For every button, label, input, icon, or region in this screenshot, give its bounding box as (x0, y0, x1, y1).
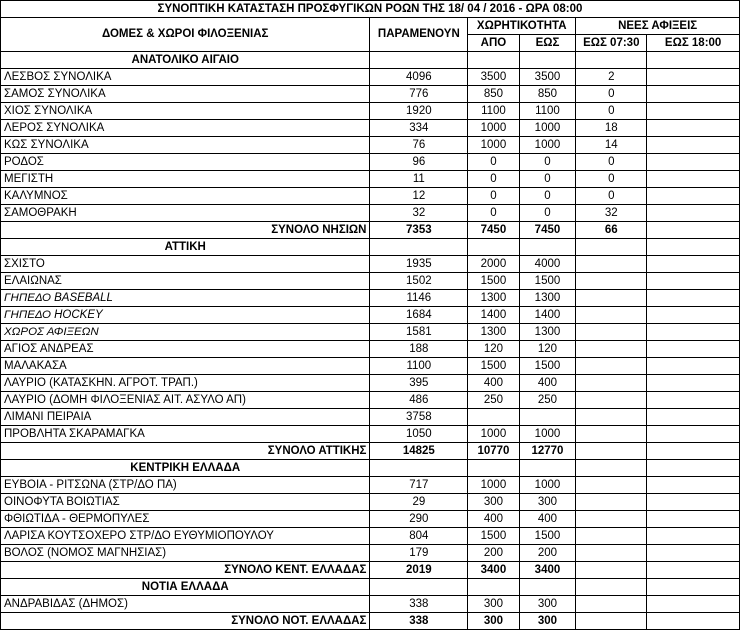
empty-cell (468, 460, 519, 477)
arrivals-1800-value (647, 290, 740, 307)
arrivals-0730-value: 0 (576, 188, 647, 205)
capacity-to-value: 400 (519, 511, 576, 528)
capacity-to-value: 0 (519, 154, 576, 171)
total-remaining: 338 (370, 613, 468, 630)
arrivals-0730-value (576, 290, 647, 307)
capacity-from-value: 1400 (468, 307, 519, 324)
table-row (1, 375, 740, 392)
facility-name: ΦΘΙΩΤΙΔΑ - ΘΕΡΜΟΠΥΛΕΣ (1, 511, 370, 528)
capacity-from-value (468, 409, 519, 426)
arrivals-1800-value (647, 154, 740, 171)
empty-cell (519, 460, 576, 477)
arrivals-1800-value (647, 392, 740, 409)
table-row (1, 528, 740, 545)
capacity-from-value: 250 (468, 392, 519, 409)
facility-name: ΠΡΟΒΛΗΤΑ ΣΚΑΡΑΜΑΓΚΑ (1, 426, 370, 443)
arrivals-0730-value (576, 528, 647, 545)
facility-name: ΟΙΝΟΦΥΤΑ ΒΟΙΩΤΙΑΣ (1, 494, 370, 511)
total-capacity-to: 3400 (519, 562, 576, 579)
remaining-value: 1502 (370, 273, 468, 290)
total-remaining: 14825 (370, 443, 468, 460)
facility-name: ΛΑΡΙΣΑ ΚΟΥΤΣΟΧΕΡΟ ΣΤΡ/ΔΟ ΕΥΘΥΜΙΟΠΟΥΛΟΥ (1, 528, 370, 545)
capacity-from-value: 850 (468, 86, 519, 103)
header-row-1 (1, 18, 740, 35)
arrivals-0730-value (576, 307, 647, 324)
table-row (1, 545, 740, 562)
arrivals-1800-value (647, 494, 740, 511)
facility-name: ΣΑΜΟΣ ΣΥΝΟΛΙΚΑ (1, 86, 370, 103)
arrivals-0730-value (576, 545, 647, 562)
facility-name: ΛΕΡΟΣ ΣΥΝΟΛΙΚΑ (1, 120, 370, 137)
remaining-value: 290 (370, 511, 468, 528)
total-remaining: 2019 (370, 562, 468, 579)
empty-cell (576, 239, 647, 256)
arrivals-1800-value (647, 477, 740, 494)
arrivals-1800-value (647, 103, 740, 120)
arrivals-0730-value: 0 (576, 103, 647, 120)
table-row (1, 392, 740, 409)
empty-cell (647, 52, 740, 69)
facility-name: ΧΩΡΟΣ ΑΦΙΞΕΩΝ (1, 324, 370, 341)
arrivals-1800-value (647, 171, 740, 188)
facility-name: ΚΑΛΥΜΝΟΣ (1, 188, 370, 205)
header-arrivals-1800: ΕΩΣ 18:00 (647, 35, 740, 52)
arrivals-0730-value (576, 477, 647, 494)
table-row (1, 307, 740, 324)
arrivals-1800-value (647, 205, 740, 222)
arrivals-1800-value (647, 137, 740, 154)
arrivals-1800-value (647, 324, 740, 341)
region-title: ΑΝΑΤΟΛΙΚΟ ΑΙΓΑΙΟ (1, 52, 370, 69)
capacity-to-value: 1400 (519, 307, 576, 324)
table-body (1, 52, 740, 630)
table-row (1, 171, 740, 188)
table-row (1, 290, 740, 307)
empty-cell (576, 52, 647, 69)
total-arrivals-1800 (647, 222, 740, 239)
total-arrivals-0730 (576, 613, 647, 630)
total-capacity-to: 12770 (519, 443, 576, 460)
remaining-value: 334 (370, 120, 468, 137)
capacity-to-value: 0 (519, 188, 576, 205)
region-title: ΚΕΝΤΡΙΚΗ ΕΛΛΑΔΑ (1, 460, 370, 477)
capacity-from-value: 1500 (468, 528, 519, 545)
facility-name: ΜΑΛΑΚΑΣΑ (1, 358, 370, 375)
arrivals-0730-value: 2 (576, 69, 647, 86)
remaining-value: 1581 (370, 324, 468, 341)
arrivals-0730-value (576, 494, 647, 511)
capacity-to-value: 400 (519, 375, 576, 392)
arrivals-0730-value (576, 426, 647, 443)
arrivals-0730-value (576, 341, 647, 358)
capacity-from-value: 0 (468, 171, 519, 188)
capacity-from-value: 1000 (468, 137, 519, 154)
facility-name: ΕΥΒΟΙΑ - ΡΙΤΣΩΝΑ (ΣΤΡ/ΔΟ ΠΑ) (1, 477, 370, 494)
table-row (1, 409, 740, 426)
region-row (1, 579, 740, 596)
facility-name: ΣΑΜΟΘΡΑΚΗ (1, 205, 370, 222)
capacity-to-value: 120 (519, 341, 576, 358)
facility-name: ΛΙΜΑΝΙ ΠΕΙΡΑΙΑ (1, 409, 370, 426)
remaining-value: 12 (370, 188, 468, 205)
table-row (1, 596, 740, 613)
total-capacity-from: 7450 (468, 222, 519, 239)
capacity-from-value: 1500 (468, 358, 519, 375)
arrivals-1800-value (647, 307, 740, 324)
capacity-from-value: 0 (468, 154, 519, 171)
capacity-from-value: 300 (468, 596, 519, 613)
total-capacity-from: 10770 (468, 443, 519, 460)
table-row (1, 103, 740, 120)
empty-cell (576, 460, 647, 477)
region-row (1, 460, 740, 477)
capacity-to-value (519, 409, 576, 426)
empty-cell (468, 239, 519, 256)
table-row (1, 137, 740, 154)
total-row (1, 562, 740, 579)
total-label: ΣΥΝΟΛΟ ΚΕΝΤ. ΕΛΛΑΔΑΣ (1, 562, 370, 579)
facility-name: ΕΛΑΙΩΝΑΣ (1, 273, 370, 290)
total-capacity-to: 7450 (519, 222, 576, 239)
total-row (1, 222, 740, 239)
remaining-value: 486 (370, 392, 468, 409)
table-row (1, 273, 740, 290)
capacity-from-value: 400 (468, 511, 519, 528)
arrivals-1800-value (647, 409, 740, 426)
capacity-to-value: 300 (519, 494, 576, 511)
empty-cell (519, 52, 576, 69)
facility-name: ΑΝΔΡΑΒΙΔΑΣ (ΔΗΜΟΣ) (1, 596, 370, 613)
arrivals-0730-value: 0 (576, 154, 647, 171)
capacity-from-value: 0 (468, 188, 519, 205)
capacity-to-value: 1500 (519, 273, 576, 290)
arrivals-0730-value (576, 409, 647, 426)
capacity-to-value: 1100 (519, 103, 576, 120)
header-capacity: ΧΩΡΗΤΙΚΟΤΗΤΑ (468, 18, 576, 35)
capacity-to-value: 850 (519, 86, 576, 103)
capacity-from-value: 0 (468, 205, 519, 222)
total-capacity-from: 3400 (468, 562, 519, 579)
capacity-to-value: 1000 (519, 120, 576, 137)
header-facilities: ΔΟΜΕΣ & ΧΩΡΟΙ ΦΙΛΟΞΕΝΙΑΣ (1, 18, 370, 52)
capacity-from-value: 120 (468, 341, 519, 358)
empty-cell (468, 52, 519, 69)
empty-cell (647, 239, 740, 256)
total-remaining: 7353 (370, 222, 468, 239)
capacity-to-value: 250 (519, 392, 576, 409)
arrivals-1800-value (647, 545, 740, 562)
total-arrivals-0730 (576, 443, 647, 460)
remaining-value: 717 (370, 477, 468, 494)
capacity-to-value: 200 (519, 545, 576, 562)
remaining-value: 1684 (370, 307, 468, 324)
table-row (1, 358, 740, 375)
arrivals-1800-value (647, 528, 740, 545)
arrivals-0730-value (576, 273, 647, 290)
capacity-to-value: 1500 (519, 528, 576, 545)
total-arrivals-1800 (647, 443, 740, 460)
region-row (1, 52, 740, 69)
capacity-to-value: 1300 (519, 324, 576, 341)
capacity-to-value: 4000 (519, 256, 576, 273)
remaining-value: 804 (370, 528, 468, 545)
capacity-to-value: 1000 (519, 137, 576, 154)
total-label: ΣΥΝΟΛΟ ΝΟΤ. ΕΛΛΑΔΑΣ (1, 613, 370, 630)
region-row (1, 239, 740, 256)
arrivals-0730-value: 32 (576, 205, 647, 222)
table-row (1, 154, 740, 171)
empty-cell (647, 579, 740, 596)
header-arrivals: ΝΕΕΣ ΑΦΙΞΕΙΣ (576, 18, 740, 35)
table-row (1, 69, 740, 86)
capacity-from-value: 1100 (468, 103, 519, 120)
facility-name: ΓΗΠΕΔΟ BASEBALL (1, 290, 370, 307)
capacity-to-value: 3500 (519, 69, 576, 86)
remaining-value: 1146 (370, 290, 468, 307)
arrivals-1800-value (647, 86, 740, 103)
empty-cell (647, 460, 740, 477)
remaining-value: 3758 (370, 409, 468, 426)
table-row (1, 494, 740, 511)
table-row (1, 324, 740, 341)
remaining-value: 4096 (370, 69, 468, 86)
total-label: ΣΥΝΟΛΟ ΑΤΤΙΚΗΣ (1, 443, 370, 460)
capacity-from-value: 1300 (468, 324, 519, 341)
total-row (1, 443, 740, 460)
capacity-from-value: 300 (468, 494, 519, 511)
capacity-from-value: 200 (468, 545, 519, 562)
capacity-from-value: 1000 (468, 426, 519, 443)
remaining-value: 96 (370, 154, 468, 171)
arrivals-0730-value (576, 324, 647, 341)
capacity-from-value: 1000 (468, 477, 519, 494)
arrivals-1800-value (647, 188, 740, 205)
total-label: ΣΥΝΟΛΟ ΝΗΣΙΩΝ (1, 222, 370, 239)
capacity-from-value: 2000 (468, 256, 519, 273)
header-capacity-from: ΑΠΟ (468, 35, 519, 52)
total-capacity-to: 300 (519, 613, 576, 630)
facility-name: ΡΟΔΟΣ (1, 154, 370, 171)
remaining-value: 188 (370, 341, 468, 358)
arrivals-1800-value (647, 358, 740, 375)
facility-name: ΛΕΣΒΟΣ ΣΥΝΟΛΙΚΑ (1, 69, 370, 86)
arrivals-1800-value (647, 69, 740, 86)
total-arrivals-0730: 66 (576, 222, 647, 239)
header-capacity-to: ΕΩΣ (519, 35, 576, 52)
total-arrivals-1800 (647, 613, 740, 630)
capacity-from-value: 3500 (468, 69, 519, 86)
remaining-value: 179 (370, 545, 468, 562)
remaining-value: 76 (370, 137, 468, 154)
arrivals-1800-value (647, 511, 740, 528)
arrivals-0730-value: 0 (576, 86, 647, 103)
capacity-to-value: 1000 (519, 477, 576, 494)
empty-cell (519, 239, 576, 256)
header-arrivals-0730: ΕΩΣ 07:30 (576, 35, 647, 52)
capacity-from-value: 1500 (468, 273, 519, 290)
facility-name: ΛΑΥΡΙΟ (ΚΑΤΑΣΚΗΝ. ΑΓΡΟΤ. ΤΡΑΠ.) (1, 375, 370, 392)
arrivals-1800-value (647, 341, 740, 358)
arrivals-0730-value: 14 (576, 137, 647, 154)
capacity-to-value: 0 (519, 171, 576, 188)
facility-name: ΒΟΛΟΣ (ΝΟΜΟΣ ΜΑΓΝΗΣΙΑΣ) (1, 545, 370, 562)
title-row (1, 1, 740, 18)
capacity-to-value: 1500 (519, 358, 576, 375)
arrivals-1800-value (647, 273, 740, 290)
arrivals-0730-value: 0 (576, 171, 647, 188)
empty-cell (576, 579, 647, 596)
remaining-value: 1050 (370, 426, 468, 443)
facility-name: ΑΓΙΟΣ ΑΝΔΡΕΑΣ (1, 341, 370, 358)
facility-name: ΚΩΣ ΣΥΝΟΛΙΚΑ (1, 137, 370, 154)
facility-name: ΧΙΟΣ ΣΥΝΟΛΙΚΑ (1, 103, 370, 120)
total-row (1, 613, 740, 630)
arrivals-0730-value (576, 392, 647, 409)
remaining-value: 32 (370, 205, 468, 222)
remaining-value: 395 (370, 375, 468, 392)
sheet-title: ΣΥΝΟΠΤΙΚΗ ΚΑΤΑΣΤΑΣΗ ΠΡΟΣΦΥΓΙΚΩΝ ΡΟΩΝ ΤΗΣ 18/ 04 / 2016 - ΩΡΑ 08:00 (1, 1, 740, 18)
facility-name: ΣΧΙΣΤΟ (1, 256, 370, 273)
facility-name: ΓΗΠΕΔΟ HOCKEY (1, 307, 370, 324)
empty-cell (468, 579, 519, 596)
capacity-to-value: 1000 (519, 426, 576, 443)
arrivals-0730-value (576, 511, 647, 528)
remaining-value: 776 (370, 86, 468, 103)
capacity-to-value: 0 (519, 205, 576, 222)
table-row (1, 426, 740, 443)
table-row (1, 511, 740, 528)
empty-cell (370, 460, 468, 477)
facility-name: ΛΑΥΡΙΟ (ΔΟΜΗ ΦΙΛΟΞΕΝΙΑΣ ΑΙΤ. ΑΣΥΛΟ ΑΠ) (1, 392, 370, 409)
arrivals-1800-value (647, 120, 740, 137)
empty-cell (370, 579, 468, 596)
table-row (1, 256, 740, 273)
table-row (1, 120, 740, 137)
remaining-value: 1920 (370, 103, 468, 120)
arrivals-1800-value (647, 596, 740, 613)
arrivals-0730-value (576, 358, 647, 375)
table-row (1, 477, 740, 494)
remaining-value: 11 (370, 171, 468, 188)
remaining-value: 1100 (370, 358, 468, 375)
capacity-to-value: 300 (519, 596, 576, 613)
empty-cell (519, 579, 576, 596)
total-arrivals-1800 (647, 562, 740, 579)
header-remaining: ΠΑΡΑΜΕΝΟΥΝ (370, 18, 468, 52)
remaining-value: 29 (370, 494, 468, 511)
arrivals-0730-value (576, 596, 647, 613)
table-row (1, 86, 740, 103)
arrivals-0730-value: 18 (576, 120, 647, 137)
region-title: ΑΤΤΙΚΗ (1, 239, 370, 256)
arrivals-1800-value (647, 426, 740, 443)
arrivals-0730-value (576, 375, 647, 392)
table-row (1, 188, 740, 205)
facility-name: ΜΕΓΙΣΤΗ (1, 171, 370, 188)
table-row (1, 205, 740, 222)
table-row (1, 341, 740, 358)
empty-cell (370, 52, 468, 69)
capacity-from-value: 1000 (468, 120, 519, 137)
remaining-value: 1935 (370, 256, 468, 273)
total-capacity-from: 300 (468, 613, 519, 630)
capacity-from-value: 1300 (468, 290, 519, 307)
total-arrivals-0730 (576, 562, 647, 579)
arrivals-1800-value (647, 256, 740, 273)
arrivals-0730-value (576, 256, 647, 273)
capacity-to-value: 1300 (519, 290, 576, 307)
empty-cell (370, 239, 468, 256)
capacity-from-value: 400 (468, 375, 519, 392)
arrivals-1800-value (647, 375, 740, 392)
remaining-value: 338 (370, 596, 468, 613)
region-title: ΝΟΤΙΑ ΕΛΛΑΔΑ (1, 579, 370, 596)
